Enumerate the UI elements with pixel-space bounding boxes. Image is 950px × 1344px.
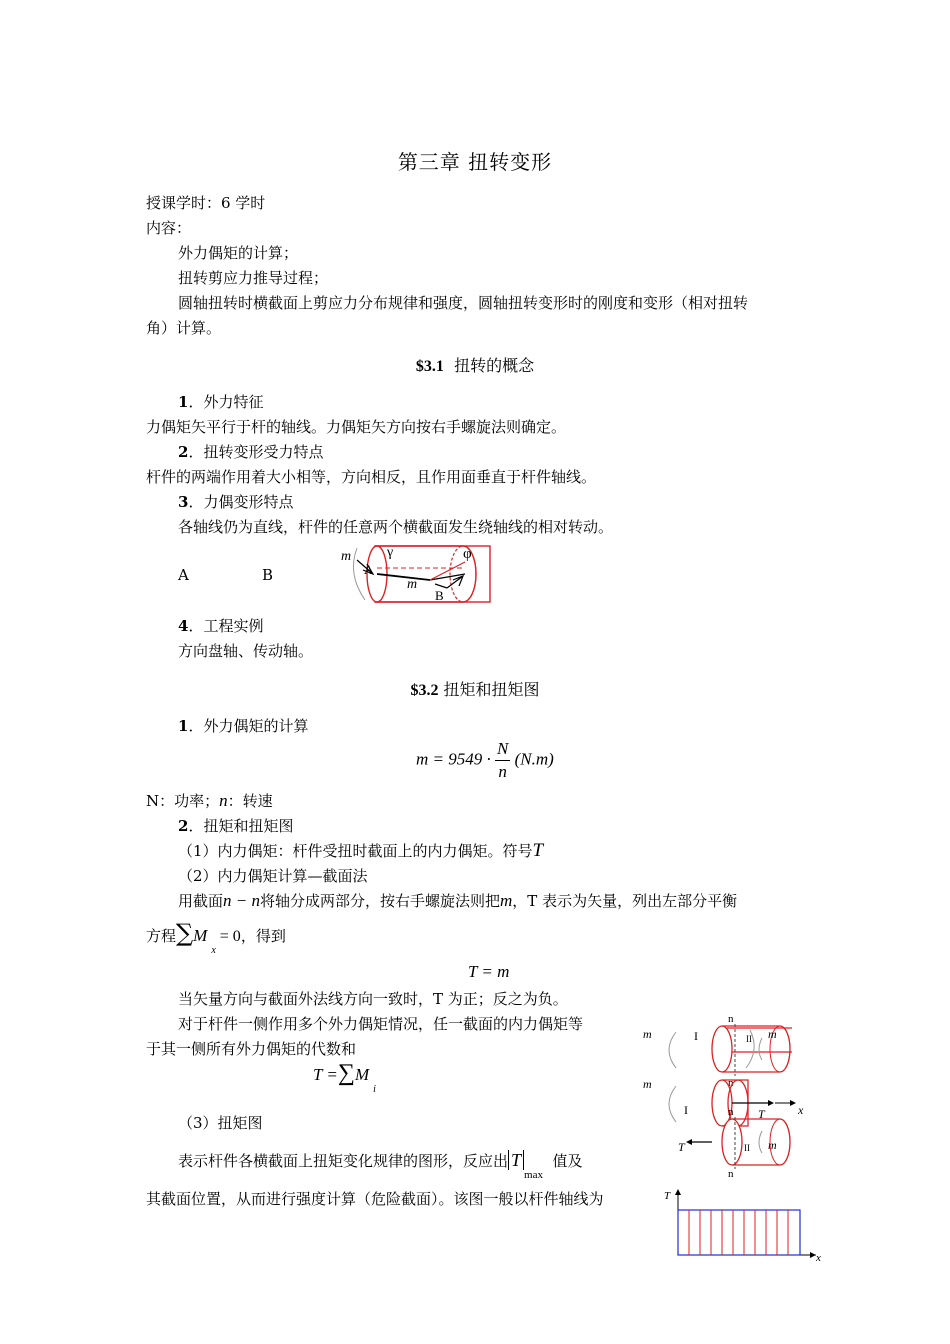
svg-text:I: I (684, 1103, 688, 1117)
torque-formula: m = 9549 · $\frac{N}{n}$ (N.m) (416, 739, 554, 781)
multi-moment-line-2: 于其一侧所有外力偶矩的代数和 (146, 1040, 357, 1058)
svg-text:II: II (744, 1143, 750, 1153)
point-2-heading: 2．扭转变形受力特点 (178, 443, 324, 461)
s32-point-2-heading: 2．扭矩和扭矩图 (178, 817, 294, 835)
section-number: $3.2 (410, 682, 439, 699)
section-title: 扭转的概念 (454, 356, 535, 375)
svg-text:m: m (768, 1138, 777, 1152)
fig1-b: B (435, 588, 444, 603)
fig1-m-left: m (341, 549, 352, 564)
equation-t-equals-m: T = m (468, 962, 510, 981)
cylinder-right-part (640, 1106, 815, 1183)
variable-note: N：功率；n：转速 (146, 791, 273, 810)
sub-3: （3）扭矩图 (178, 1114, 263, 1132)
multi-moment-line-1: 对于杆件一侧作用多个外力偶矩情况，任一截面的内力偶矩等 (178, 1015, 584, 1033)
svg-text:T: T (678, 1140, 685, 1154)
torque-axis-label-x: x (816, 1252, 821, 1264)
content-item-3-cont: 角）计算。 (146, 319, 222, 337)
svg-text:T: T (758, 1107, 765, 1121)
equation-sum-moments: $T =\sum M_i$ (313, 1060, 376, 1096)
content-item-1: 外力偶矩的计算； (178, 244, 299, 262)
cylinder-1 (643, 1013, 790, 1089)
content-item-3: 圆轴扭转时横截面上剪应力分布规律和强度，圆轴扭转变形时的刚度和变形（相对扭转 (178, 294, 749, 312)
section-method-line-2: 方程$\sum M_x= 0$，得到 (146, 919, 286, 956)
point-1-heading: 1．外力特征 (178, 393, 264, 411)
label-b: B (262, 566, 274, 584)
torsion-shaft-figure (335, 538, 500, 608)
content-label: 内容： (146, 219, 192, 237)
svg-text:n: n (728, 1106, 734, 1118)
section-3-1-heading (0, 353, 950, 376)
svg-text:x: x (798, 1103, 804, 1117)
fig1-phi: φ (463, 546, 472, 562)
sub-1: （1）内力偶矩：杆件受扭时截面上的内力偶矩。符号T (178, 840, 544, 861)
section-method-line-1: 用截面n − n将轴分成两部分，按右手螺旋法则把m，T 表示为矢量，列出左部分平衡 (178, 891, 738, 910)
point-3-heading: 3．力偶变形特点 (178, 493, 294, 511)
section-number: $3.1 (415, 358, 444, 375)
svg-text:m: m (643, 1077, 652, 1091)
diagram-description-line-1: 表示杆件各横截面上扭矩变化规律的图形，反应出 $T_{max}$ 值及 (178, 1150, 583, 1181)
label-a: A (178, 566, 189, 584)
svg-text:n: n (728, 1013, 734, 1025)
svg-text:I: I (694, 1029, 698, 1043)
section-3-2-heading (0, 677, 950, 700)
fig1-m-right: m (407, 577, 418, 592)
svg-text:m: m (768, 1027, 777, 1041)
sign-convention: 当矢量方向与截面外法线方向一致时，T 为正；反之为负。 (178, 990, 568, 1008)
sub-2: （2）内力偶矩计算—截面法 (178, 867, 368, 885)
fig1-gamma: γ (387, 545, 394, 560)
svg-text:n: n (728, 1168, 734, 1180)
s32-point-1-heading: 1．外力偶矩的计算 (178, 717, 309, 735)
chapter-title: 第三章 扭转变形 (397, 150, 553, 174)
point-2-body: 杆件的两端作用着大小相等，方向相反，且作用面垂直于杆件轴线。 (146, 468, 597, 486)
teaching-hours: 授课学时：6 学时 (146, 194, 266, 212)
torque-hatching (689, 1210, 788, 1255)
diagram-description-line-2: 其截面位置，从而进行强度计算（危险截面）。该图一般以杆件轴线为 (146, 1190, 604, 1208)
torque-diagram (660, 1185, 830, 1265)
svg-text:n: n (728, 1077, 734, 1089)
svg-text:II: II (746, 1034, 752, 1044)
svg-text:m: m (643, 1027, 652, 1041)
fig1-a: A (364, 562, 374, 577)
point-4-body: 方向盘轴、传动轴。 (178, 642, 314, 660)
section-title: 扭矩和扭矩图 (443, 680, 540, 699)
point-3-body: 各轴线仍为直线，杆件的任意两个横截面发生绕轴线的相对转动。 (178, 518, 614, 536)
content-item-2: 扭转剪应力推导过程； (178, 269, 329, 287)
torque-axis-label-t: T (664, 1190, 671, 1202)
point-1-body: 力偶矩矢平行于杆的轴线。力偶矩矢方向按右手螺旋法则确定。 (146, 418, 567, 436)
torque-region (678, 1210, 800, 1255)
point-4-heading: 4．工程实例 (178, 617, 264, 635)
